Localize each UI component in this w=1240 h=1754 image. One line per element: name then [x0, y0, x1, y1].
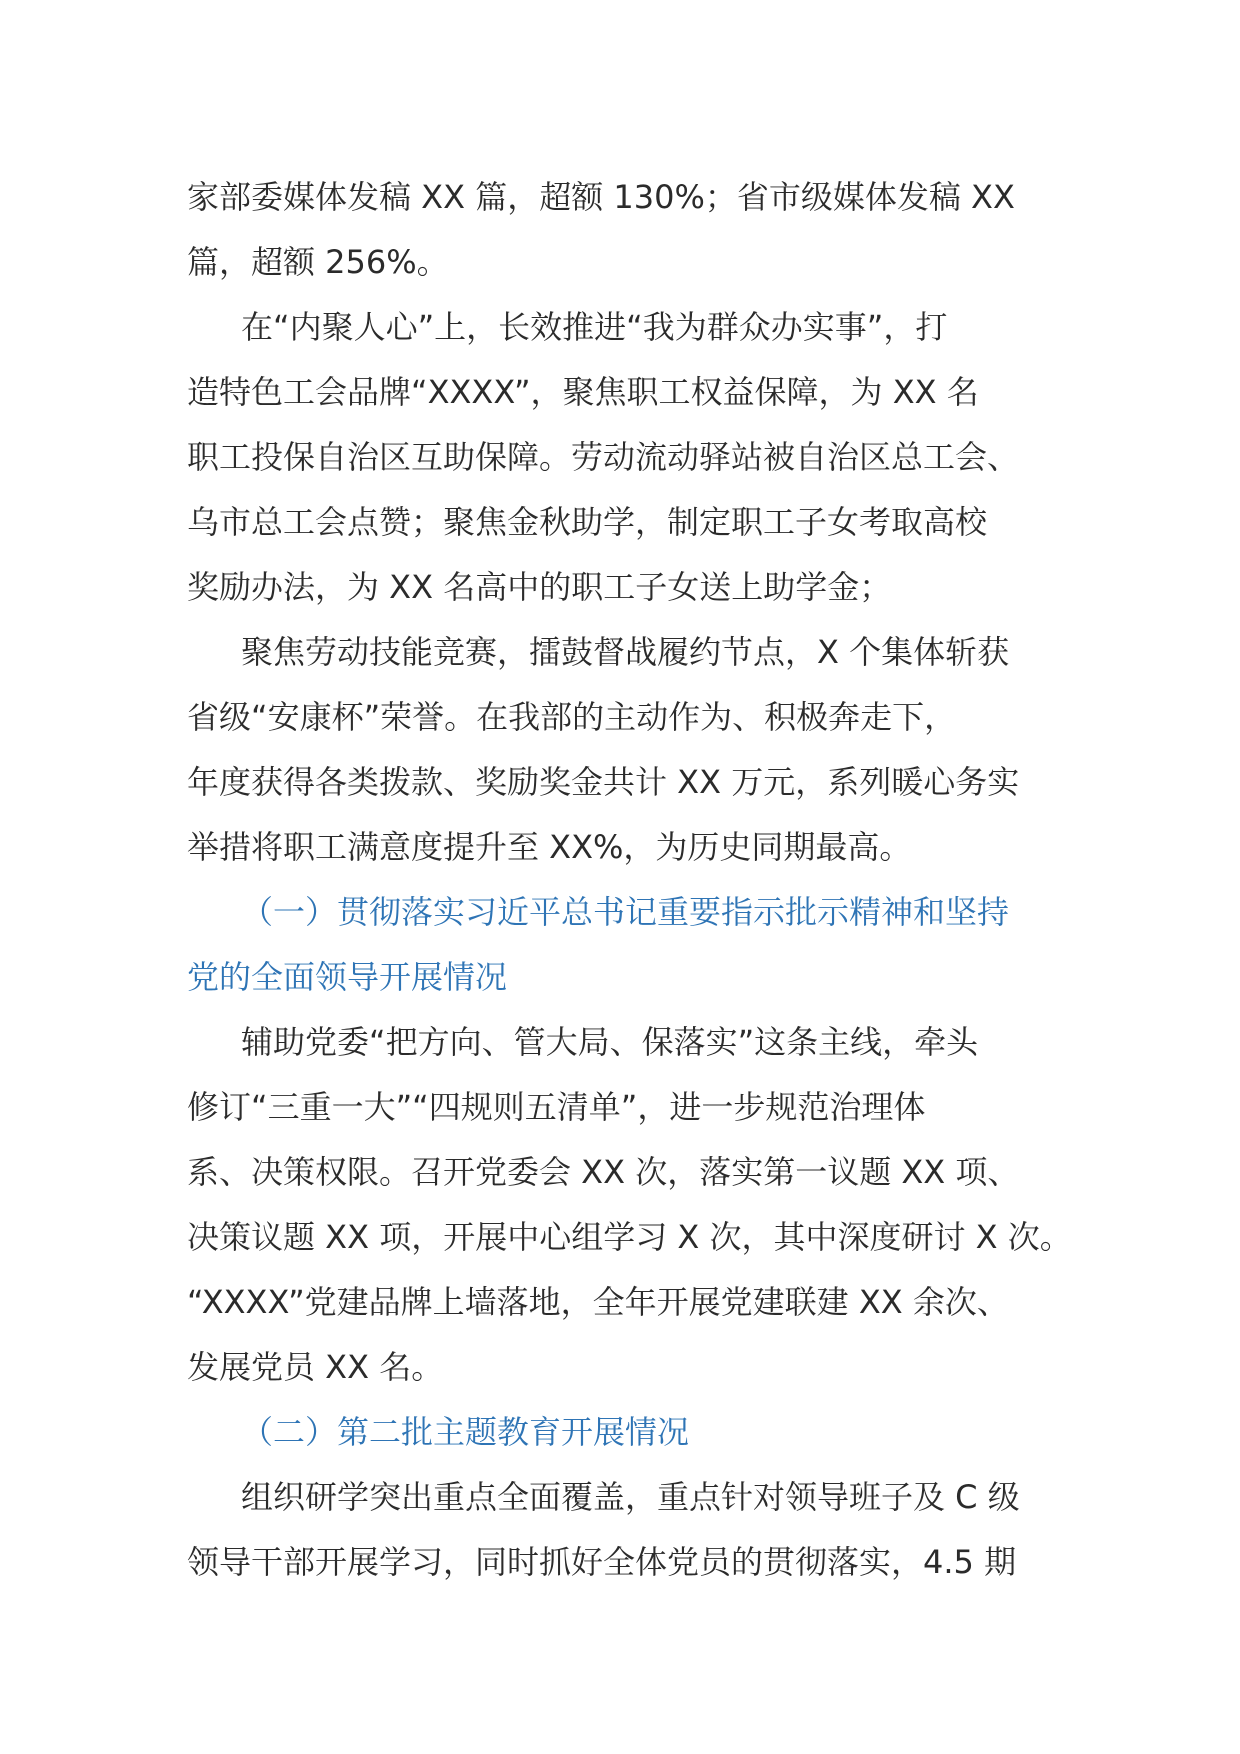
paragraph — [187, 1010, 1077, 1400]
heading-line: （二）第二批主题教育开展情况 — [241, 1413, 690, 1451]
paragraph — [187, 165, 1077, 295]
text-line: 组织研学突出重点全面覆盖，重点针对领导班子及 C 级 — [241, 1478, 1020, 1516]
text-line: 举措将职工满意度提升至 XX%，为历史同期最高。 — [187, 828, 912, 866]
text-line: 家部委媒体发稿 XX 篇，超额 130%；省市级媒体发稿 XX — [187, 178, 1015, 216]
paragraph — [187, 620, 1077, 880]
text-line: 年度获得各类拨款、奖励奖金共计 XX 万元，系列暖心务实 — [187, 763, 1020, 801]
document-body — [187, 165, 1077, 1595]
text-line: 省级“安康杯”荣誉。在我部的主动作为、积极奔走下， — [187, 698, 957, 736]
text-line: 在“内聚人心”上，长效推进“我为群众办实事”，打 — [241, 308, 948, 346]
text-line: 辅助党委“把方向、管大局、保落实”这条主线，牵头 — [241, 1023, 979, 1061]
section-heading — [187, 880, 1077, 1010]
text-line: 领导干部开展学习，同时抓好全体党员的贯彻落实，4.5 期 — [187, 1543, 1017, 1581]
paragraph — [187, 295, 1077, 620]
text-line: 奖励办法，为 XX 名高中的职工子女送上助学金； — [187, 568, 892, 606]
paragraph — [187, 1465, 1077, 1595]
heading-line: 党的全面领导开展情况 — [187, 958, 508, 996]
text-line: 乌市总工会点赞；聚焦金秋助学，制定职工子女考取高校 — [187, 503, 988, 541]
text-line: 系、决策权限。召开党委会 XX 次，落实第一议题 XX 项、 — [187, 1153, 1020, 1191]
text-line: 造特色工会品牌“XXXX”，聚焦职工权益保障，为 XX 名 — [187, 373, 979, 411]
text-line: “XXXX”党建品牌上墙落地，全年开展党建联建 XX 余次、 — [187, 1283, 1009, 1321]
text-line: 发展党员 XX 名。 — [187, 1348, 444, 1386]
text-line: 篇，超额 256%。 — [187, 243, 449, 281]
text-line: 职工投保自治区互助保障。劳动流动驿站被自治区总工会、 — [187, 438, 1020, 476]
heading-line: （一）贯彻落实习近平总书记重要指示批示精神和坚持 — [241, 893, 1010, 931]
text-line: 修订“三重一大”“四规则五清单”，进一步规范治理体 — [187, 1088, 926, 1126]
text-line: 聚焦劳动技能竞赛，擂鼓督战履约节点，X 个集体斩获 — [241, 633, 1010, 671]
text-line: 决策议题 XX 项，开展中心组学习 X 次，其中深度研讨 X 次。 — [187, 1218, 1072, 1256]
section-heading — [187, 1400, 1077, 1465]
